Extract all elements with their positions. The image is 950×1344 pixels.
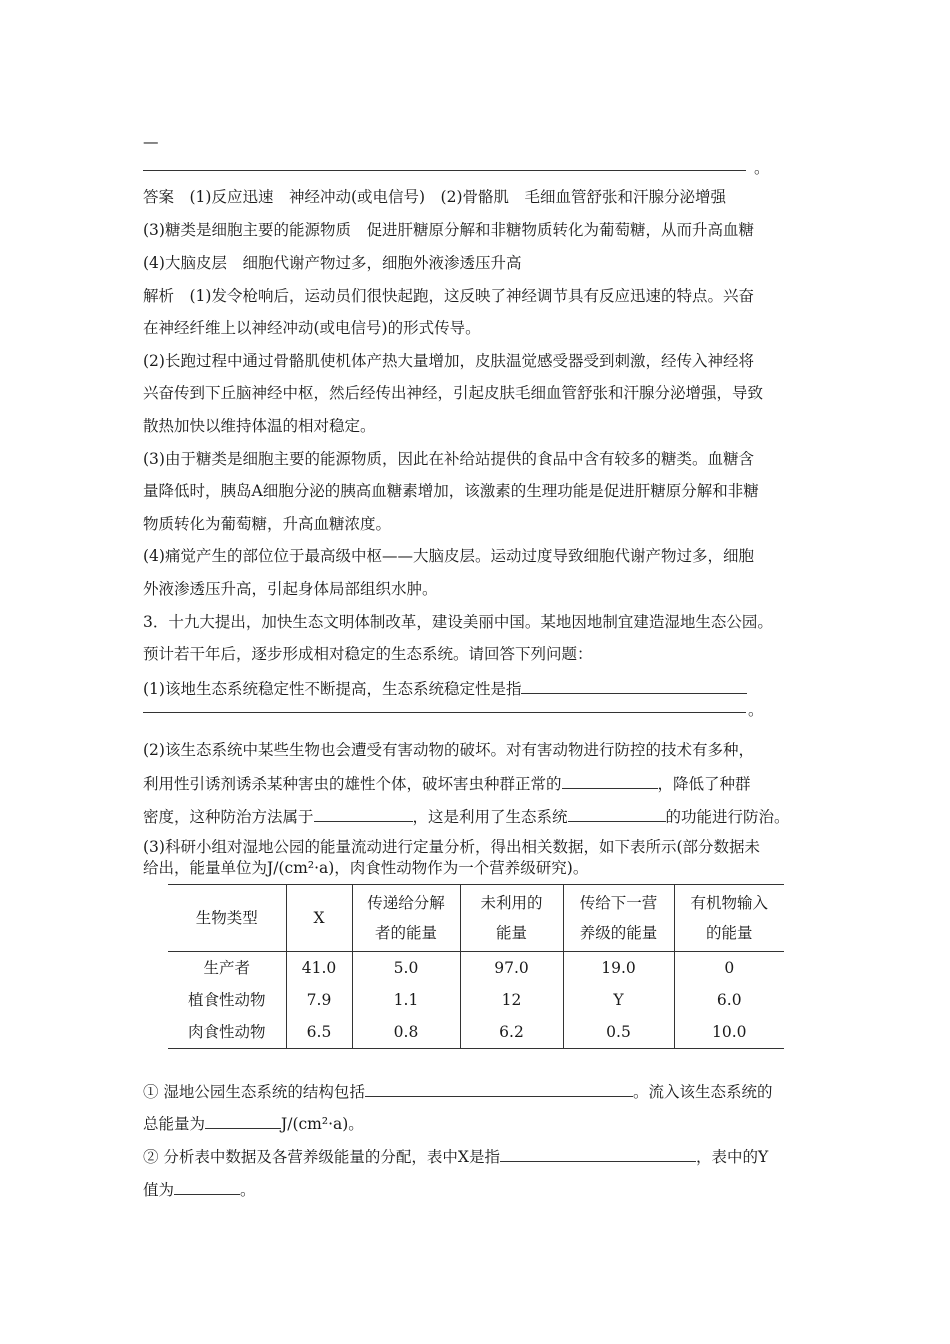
- table-row: [168, 952, 784, 985]
- table-cell: 5.0: [352, 952, 460, 985]
- table-header-cell: 生物类型: [168, 885, 286, 952]
- table-header-cell: 有机物输入 的能量: [674, 885, 784, 952]
- subquestion-2-blank-1[interactable]: [500, 1145, 696, 1162]
- table-cell: 97.0: [460, 952, 563, 985]
- table-cell: 生产者: [203, 959, 250, 977]
- subquestion-1-text-a: ① 湿地公园生态系统的结构包括: [143, 1083, 365, 1101]
- table-header-cell: 传递给分解 者的能量: [352, 885, 460, 952]
- table-row: [168, 1016, 784, 1049]
- subquestion-2-text-d: 。: [240, 1181, 256, 1199]
- q3-part2-text-d: ，这是利用了生态系统: [412, 808, 568, 826]
- subquestion-2-line-2: [143, 1178, 256, 1200]
- analysis-line: 物质转化为葡萄糖，升高血糖浓度。: [143, 515, 392, 533]
- q3-part2-blank-3[interactable]: [568, 805, 666, 822]
- analysis-line: (2)长跑过程中通过骨骼肌使机体产热大量增加，皮肤温觉感受器受到刺激，经传入神经将: [143, 352, 754, 370]
- table-cell: 植食性动物: [187, 991, 266, 1009]
- analysis-line: 量降低时，胰岛A细胞分泌的胰高血糖素增加，该激素的生理功能是促进肝糖原分解和非糖: [143, 482, 759, 500]
- table-header-cell: 未利用的 能量: [460, 885, 563, 952]
- answer-line-2: (3)糖类是细胞主要的能源物质 促进肝糖原分解和非糖物质转化为葡萄糖，从而升高血糖: [143, 221, 754, 239]
- table-row: [168, 984, 784, 1016]
- subquestion-1-text-d: J/(cm²·a)。: [281, 1115, 364, 1133]
- q3-part2-line-3: [143, 805, 790, 827]
- q3-part2-text-c: 密度，这种防治方法属于: [143, 808, 314, 826]
- subquestion-1-blank-2[interactable]: [205, 1112, 281, 1129]
- table-cell: 7.9: [286, 984, 352, 1016]
- energy-flow-table: [168, 884, 784, 1049]
- top-dash: —: [143, 133, 159, 151]
- subquestion-2-text-c: 值为: [143, 1181, 175, 1199]
- table-cell: 6.5: [286, 1016, 352, 1049]
- table-cell: 12: [460, 984, 563, 1016]
- table-cell: 1.1: [352, 984, 460, 1016]
- subquestion-2-blank-2[interactable]: [174, 1178, 240, 1195]
- analysis-line: (3)由于糖类是细胞主要的能源物质，因此在补给站提供的食品中含有较多的糖类。血糖含: [143, 450, 754, 468]
- subquestion-1-blank-1[interactable]: [365, 1080, 633, 1097]
- table-cell: Y: [563, 984, 674, 1016]
- subquestion-1-line-1: [143, 1080, 772, 1102]
- table-cell: 41.0: [286, 952, 352, 985]
- table-cell: 0: [674, 952, 784, 985]
- q3-part2-text-a: 利用性引诱剂诱杀某种害虫的雄性个体，破坏害虫种群正常的: [143, 775, 562, 793]
- table-header-cell: 传给下一营 养级的能量: [563, 885, 674, 952]
- table-cell: 19.0: [563, 952, 674, 985]
- q3-part2-blank-2[interactable]: [314, 805, 413, 822]
- q3-part1-blank-line-2[interactable]: [143, 712, 746, 713]
- table-cell: 0.8: [352, 1016, 460, 1049]
- q3-part2-blank-1[interactable]: [562, 772, 658, 789]
- q3-part3-line-2: 给出，能量单位为J/(cm²·a)，肉食性动物作为一个营养级研究)。: [143, 859, 589, 877]
- subquestion-2-line-1: [143, 1145, 768, 1167]
- answer-blank-line: [143, 170, 746, 171]
- question-3-line-1: 3．十九大提出，加快生态文明体制改革，建设美丽中国。某地因地制宜建造湿地生态公园。: [143, 613, 773, 631]
- answer-line-1: 答案 (1)反应迅速 神经冲动(或电信号) (2)骨骼肌 毛细血管舒张和汗腺分泌增强: [143, 188, 727, 206]
- table-cell: 10.0: [674, 1016, 784, 1049]
- subquestion-1-line-2: [143, 1112, 364, 1134]
- q3-part1-text: (1)该地生态系统稳定性不断提高，生态系统稳定性是指: [143, 680, 522, 698]
- subquestion-1-text-b: 。流入该生态系统的: [632, 1083, 773, 1101]
- subquestion-2-text-a: ② 分析表中数据及各营养级能量的分配，表中X是指: [143, 1148, 500, 1166]
- answer-blank-end: 。: [754, 159, 770, 177]
- analysis-line: 在神经纤维上以神经冲动(或电信号)的形式传导。: [143, 319, 481, 337]
- q3-part2-text-e: 的功能进行防治。: [665, 808, 790, 826]
- q3-part2-text-b: ，降低了种群: [657, 775, 751, 793]
- analysis-line: 解析 (1)发令枪响后，运动员们很快起跑，这反映了神经调节具有反应迅速的特点。兴奋: [143, 287, 754, 305]
- subquestion-1-text-c: 总能量为: [143, 1115, 206, 1133]
- answer-line-3: (4)大脑皮层 细胞代谢产物过多，细胞外液渗透压升高: [143, 254, 522, 272]
- q3-part1-end: 。: [748, 701, 764, 719]
- analysis-line: 外液渗透压升高，引起身体局部组织水肿。: [143, 580, 438, 598]
- analysis-line: 散热加快以维持体温的相对稳定。: [143, 417, 376, 435]
- table-header-cell: X: [286, 885, 352, 952]
- question-3-line-2: 预计若干年后，逐步形成相对稳定的生态系统。请回答下列问题：: [143, 645, 593, 663]
- analysis-line: (4)痛觉产生的部位位于最高级中枢——大脑皮层。运动过度导致细胞代谢产物过多，细胞: [143, 547, 754, 565]
- table-cell: 6.0: [674, 984, 784, 1016]
- table-cell: 肉食性动物: [168, 1016, 286, 1049]
- subquestion-2-text-b: ，表中的Y: [695, 1148, 769, 1166]
- q3-part1-line: [143, 677, 747, 699]
- q3-part2-line-1: (2)该生态系统中某些生物也会遭受有害动物的破坏。对有害动物进行防控的技术有多种，: [143, 741, 754, 759]
- q3-part3-line-1: (3)科研小组对湿地公园的能量流动进行定量分析，得出相关数据，如下表所示(部分数据未: [143, 838, 761, 856]
- q3-part1-blank[interactable]: [521, 677, 747, 694]
- table-cell: 6.2: [460, 1016, 563, 1049]
- table-cell: 0.5: [563, 1016, 674, 1049]
- table-header-row: [168, 885, 784, 952]
- analysis-line: 兴奋传到下丘脑神经中枢，然后经传出神经，引起皮肤毛细血管舒张和汗腺分泌增强，导致: [143, 384, 764, 402]
- q3-part2-line-2: [143, 772, 751, 794]
